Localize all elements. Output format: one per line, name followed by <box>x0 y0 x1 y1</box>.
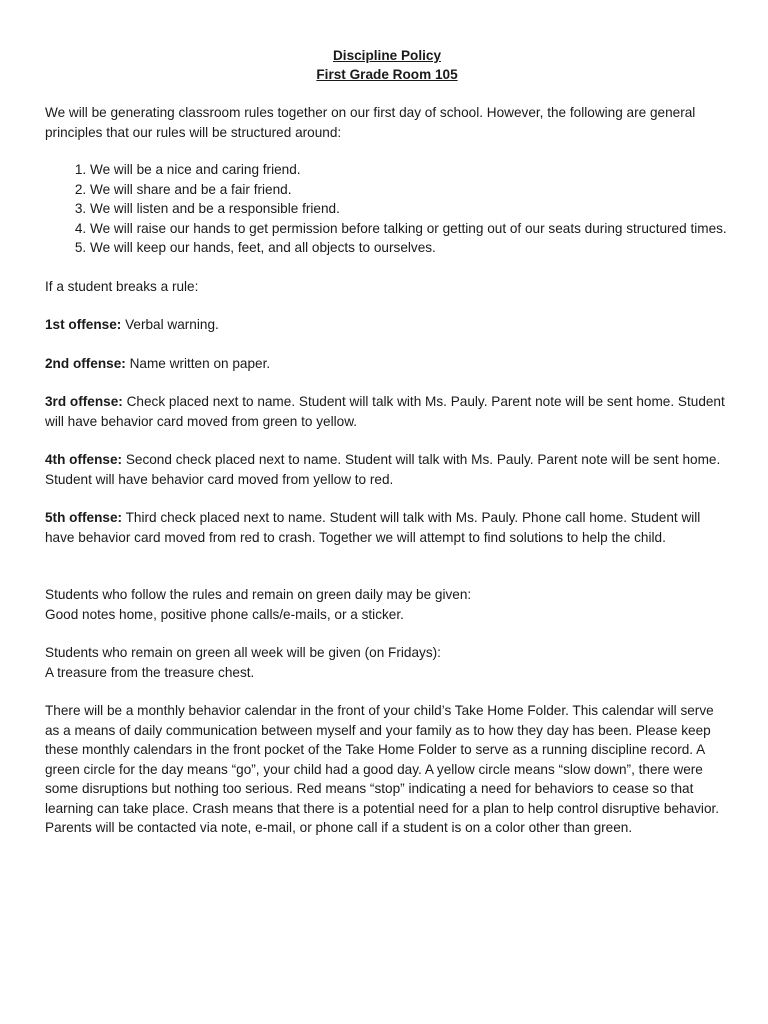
title-line-2: First Grade Room 105 <box>316 67 458 82</box>
weekly-reward-detail: A treasure from the treasure chest. <box>45 664 255 680</box>
offense-text: Third check placed next to name. Student will talk with Ms. Pauly. Phone call home. Student will have behavior card moved from red to crash. Together we will attempt to find solutions to help the child. <box>45 510 701 545</box>
offense-4 <box>45 450 729 489</box>
offense-label: 4th offense: <box>45 452 123 467</box>
document-body <box>45 46 729 838</box>
daily-reward-detail: Good notes home, positive phone calls/e-mails, or a sticker. <box>45 606 404 622</box>
offense-2 <box>45 354 729 374</box>
offense-label: 2nd offense: <box>45 355 126 371</box>
offense-5 <box>45 508 729 547</box>
rules-list <box>45 160 729 258</box>
offense-text: Name written on paper. <box>125 355 271 371</box>
rule-item: 1. We will be a nice and caring friend. <box>90 160 729 180</box>
rule-item: 4. We will raise our hands to get permission before talking or getting out of our seats during structured times. <box>90 219 729 239</box>
rule-item: 3. We will listen and be a responsible friend. <box>90 199 729 219</box>
offense-text: Check placed next to name. Student will talk with Ms. Pauly. Parent note will be sent home. Student will have behavior card moved from green to yellow. <box>45 394 725 429</box>
offense-text: Second check placed next to name. Student will talk with Ms. Pauly. Parent note will be sent home. Student will have behavior card moved from yellow to red. <box>45 452 721 487</box>
offense-label: 1st offense: <box>45 317 122 332</box>
calendar-paragraph: There will be a monthly behavior calendar in the front of your child’s Take Home Folder. This calendar will serve as a means of daily communication between myself and your family as to how they day has been. Please keep these monthly calendars in the front pocket of the Take Home Folder to serve as a running discipline record. A green circle for the day means “go”, your child had a good day. A yellow circle means “slow down”, there were some disruptions but nothing too serious. Red means “stop” indicating a need for behaviors to cease so that learning can take place. Crash means that there is a potential need for a plan to help control disruptive behavior. Parents will be contacted via note, e-mail, or phone call if a student is on a color other than green. <box>45 703 720 835</box>
document-title <box>45 46 729 84</box>
intro-paragraph: We will be generating classroom rules together on our first day of school. However, the following are general principles that our rules will be structured around: <box>45 105 696 140</box>
rule-item: 5. We will keep our hands, feet, and all objects to ourselves. <box>90 238 729 258</box>
daily-reward-heading: Students who follow the rules and remain on green daily may be given: <box>45 587 472 602</box>
title-line-1: Discipline Policy <box>332 48 442 63</box>
weekly-reward-block <box>45 643 729 682</box>
offense-text: Verbal warning. <box>121 317 219 332</box>
weekly-reward-heading: Students who remain on green all week will be given (on Fridays): <box>45 645 441 660</box>
rule-item: 2. We will share and be a fair friend. <box>90 180 729 200</box>
rule-break-intro: If a student breaks a rule: <box>45 278 199 294</box>
offense-1 <box>45 315 729 335</box>
offense-3 <box>45 392 729 431</box>
daily-reward-block <box>45 585 729 624</box>
offense-label: 5th offense: <box>45 510 123 525</box>
offense-label: 3rd offense: <box>45 394 123 409</box>
